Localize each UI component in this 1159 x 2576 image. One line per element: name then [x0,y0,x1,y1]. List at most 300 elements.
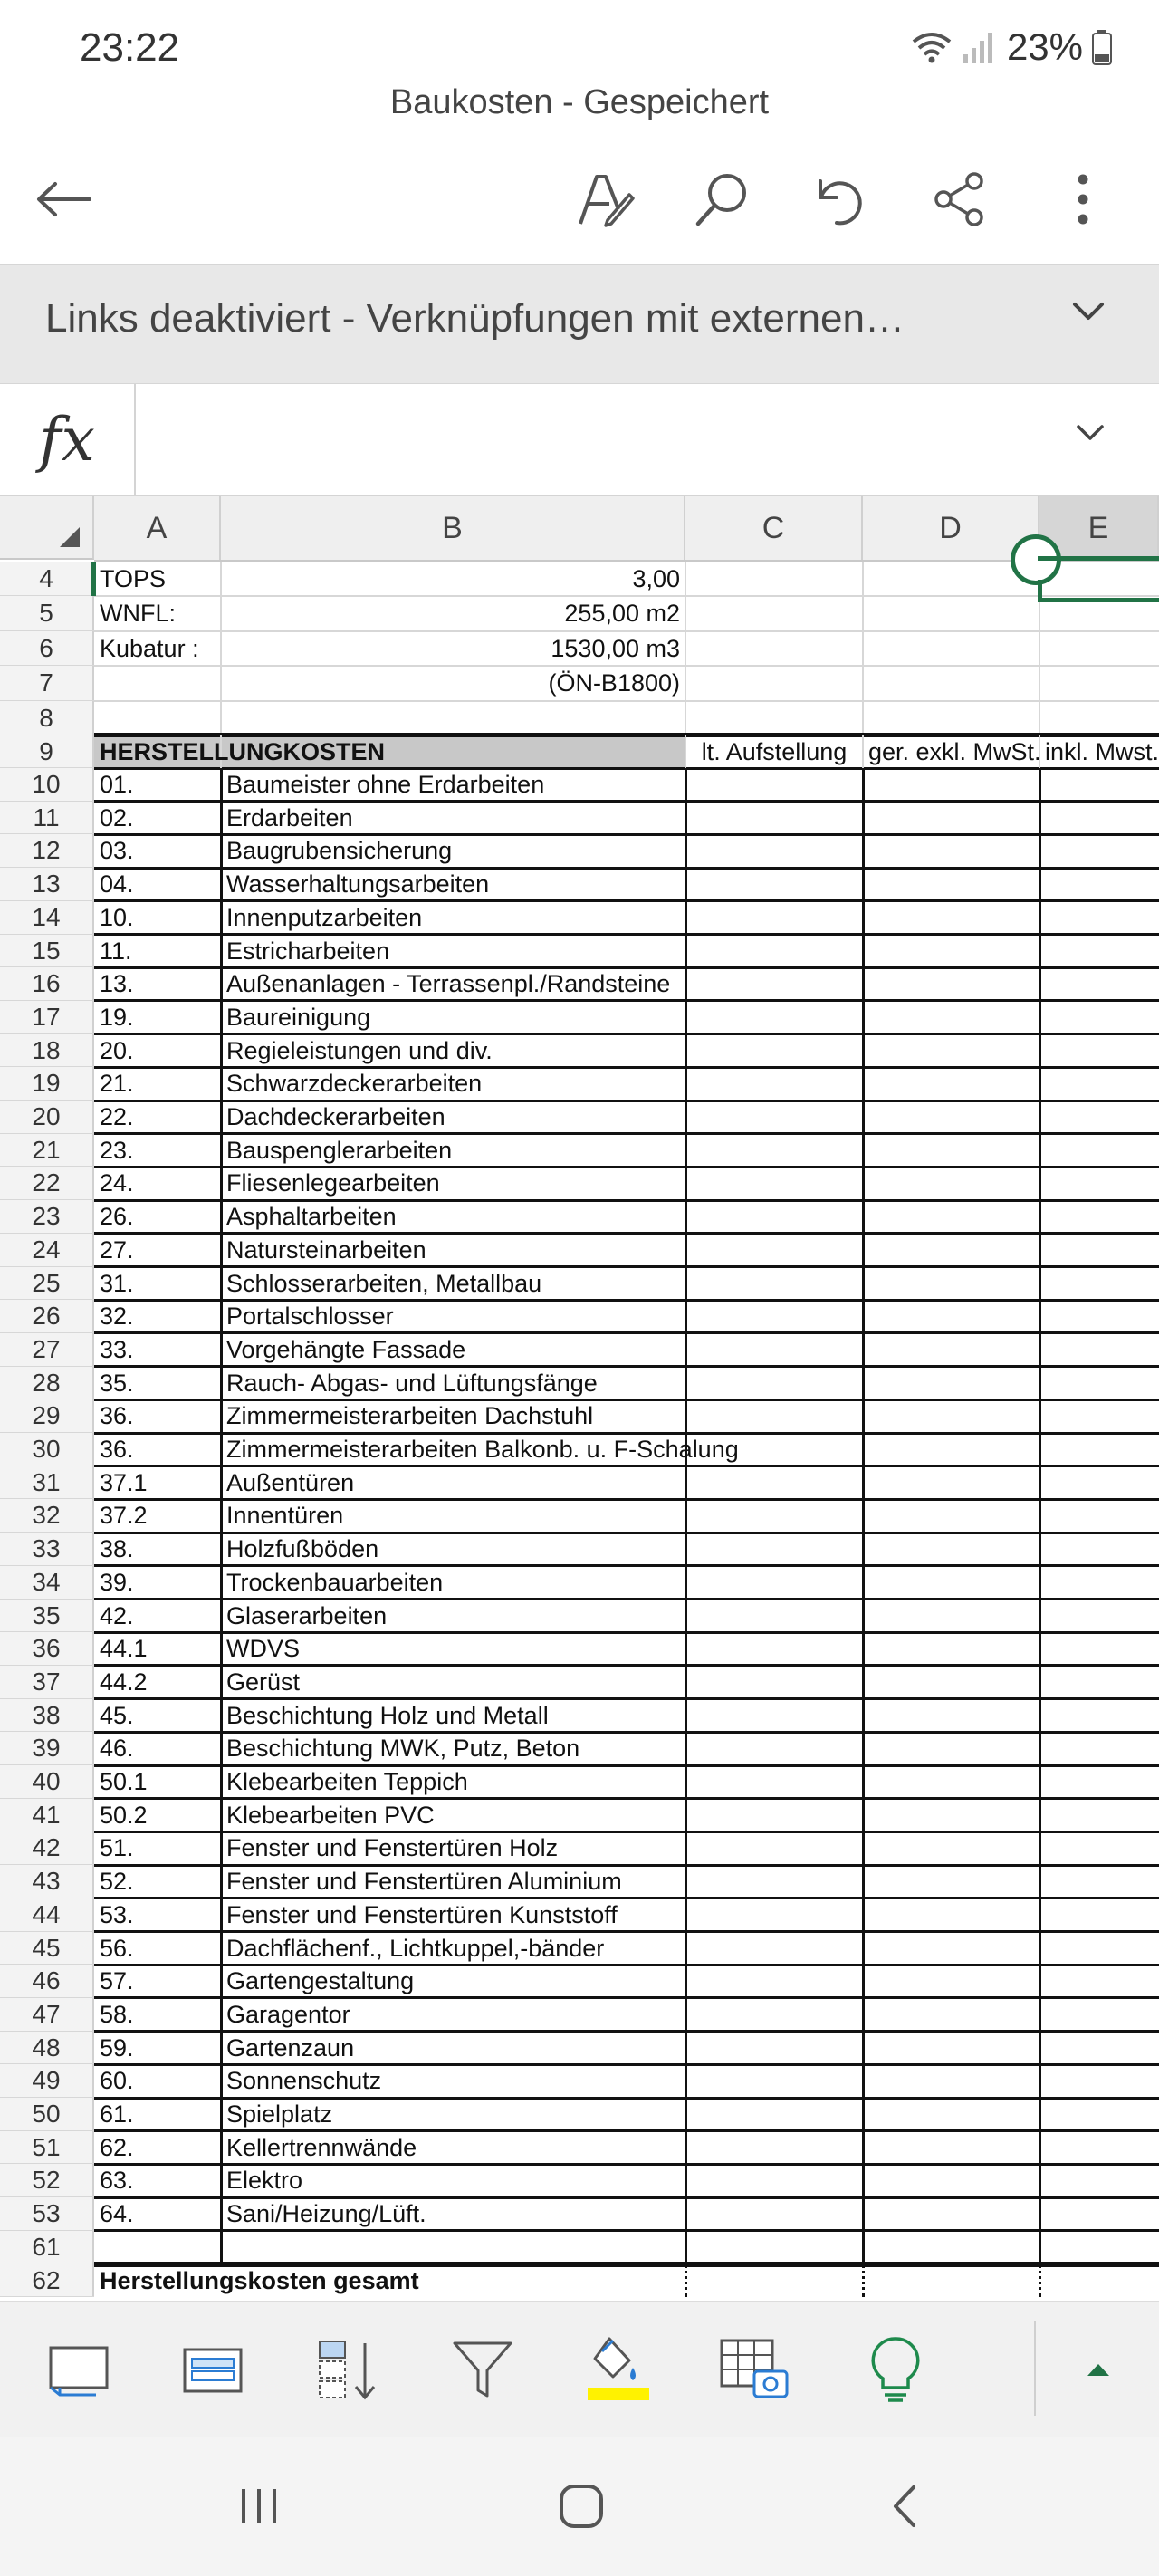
column-gridline [862,2064,865,2098]
cell-b[interactable]: 255,00 m2 [564,600,680,628]
row-header[interactable]: 51 [0,2131,94,2165]
column-gridline [862,834,865,868]
column-gridline [1039,1666,1041,1699]
column-gridline [862,1932,865,1966]
column-gridline [1039,1865,1041,1898]
row-header[interactable]: 26 [0,1300,94,1333]
cell-a[interactable]: 64. [100,2200,134,2228]
cell-a[interactable]: 32. [100,1302,134,1331]
cell-a[interactable] [94,2231,221,2264]
formula-input[interactable] [145,411,960,466]
cell-b[interactable]: Fenster und Fenstertüren Aluminium [226,1868,622,1896]
column-gridline [1039,1732,1041,1765]
row-header[interactable]: 19 [0,1067,94,1101]
column-gridline [1039,1765,1041,1799]
cell-e[interactable]: inkl. Mwst. [1045,738,1159,765]
column-gridline [862,701,864,735]
column-gridline [1039,935,1041,968]
row-header[interactable]: 29 [0,1399,94,1433]
column-gridline [862,1499,865,1533]
sheets-icon[interactable] [29,2302,129,2437]
cell-b[interactable]: 1530,00 m3 [551,634,680,662]
cell-b[interactable]: Baugrubensicherung [226,837,453,865]
cell-a[interactable]: 31. [100,1269,134,1297]
column-gridline [862,1865,865,1898]
cell-a[interactable]: 27. [100,1235,134,1264]
column-gridline [1039,1367,1041,1400]
column-gridline [862,1632,865,1666]
column-gridline [1039,1433,1041,1466]
column-gridline [1039,1831,1041,1865]
row-header[interactable]: 21 [0,1134,94,1168]
column-gridline [1039,967,1041,1001]
column-gridline [862,2231,865,2264]
cell-a[interactable]: 19. [100,1003,134,1031]
column-header-d[interactable]: D [863,496,1039,560]
row-header[interactable]: 22 [0,1167,94,1200]
column-gridline [1039,701,1040,735]
cell-b[interactable]: Schwarzdeckerarbeiten [226,1070,483,1098]
cell-a[interactable]: 39. [100,1568,134,1596]
cell-b[interactable]: Fenster und Fenstertüren Kunststoff [226,1900,618,1928]
cell-a[interactable] [94,666,221,700]
column-header-cell [94,496,221,562]
column-header-e[interactable]: E [1039,496,1159,560]
column-gridline [862,868,865,901]
column-gridline [1039,2264,1041,2298]
signal-icon [962,29,998,65]
column-gridline [862,901,865,935]
status-bar [0,0,1159,91]
column-gridline [862,1831,865,1865]
row-header[interactable]: 34 [0,1566,94,1600]
cell-a[interactable] [94,701,221,735]
navigation-bar [0,2437,1159,2576]
column-gridline [862,1234,865,1267]
cell-b[interactable]: Asphaltarbeiten [226,1203,397,1231]
insert-picture-icon[interactable] [704,2302,804,2437]
banner-text: Links deaktiviert - Verknüpfungen mit externen… [45,296,905,341]
fill-color-swatch [588,2388,649,2400]
cell-b[interactable]: WDVS [226,1635,300,1663]
edit-format-icon[interactable] [560,154,650,245]
column-gridline [1039,2131,1041,2165]
cell-a[interactable]: WNFL: [100,600,176,628]
column-header-c[interactable]: C [685,496,863,560]
cell-a[interactable]: 51. [100,1834,134,1862]
cell-a[interactable]: 63. [100,2167,134,2195]
column-gridline [862,631,864,666]
row-header[interactable]: 23 [0,1200,94,1234]
cell-a[interactable]: 62. [100,2133,134,2161]
cell-b[interactable]: Spielplatz [226,2100,333,2128]
row-header[interactable]: 61 [0,2231,94,2264]
cell-b[interactable] [221,701,685,735]
cell-a[interactable]: 35. [100,1369,134,1397]
cell-b[interactable]: Beschichtung MWK, Putz, Beton [226,1735,580,1763]
column-gridline [1039,901,1041,935]
cell-a[interactable]: 50.1 [100,1768,148,1795]
cell-b[interactable]: Innenputzarbeiten [226,903,423,931]
cell-b[interactable]: Schlosserarbeiten, Metallbau [226,1269,542,1297]
cell-b[interactable]: Vorgehängte Fassade [226,1335,466,1363]
row-header[interactable]: 35 [0,1600,94,1633]
column-gridline [862,1001,865,1034]
row-header[interactable]: 8 [0,701,94,735]
row-header[interactable]: 17 [0,1001,94,1034]
share-icon[interactable] [915,154,1005,245]
battery-percent: 23% [1006,25,1083,68]
column-gridline [862,1965,865,1998]
fx-label: fx [0,384,136,495]
cell-b[interactable]: Bauspenglerarbeiten [226,1136,453,1164]
row-header[interactable]: 62 [0,2264,94,2298]
cell-a[interactable]: 50.2 [100,1801,148,1829]
column-gridline [862,1666,865,1699]
cell-a[interactable]: 21. [100,1070,134,1098]
cell-b[interactable]: Fenster und Fenstertüren Holz [226,1834,559,1862]
column-gridline [862,1300,865,1333]
column-gridline [1039,1001,1041,1034]
column-gridline [1039,1533,1041,1566]
row-header[interactable]: 37 [0,1666,94,1699]
cell-a[interactable]: Kubatur : [100,634,199,662]
column-gridline [862,596,864,630]
cell-b[interactable]: Baumeister ohne Erdarbeiten [226,771,545,798]
cell-a[interactable]: 13. [100,970,134,998]
row-header[interactable]: 11 [0,802,94,835]
column-gridline [862,1600,865,1633]
column-gridline [1039,1200,1041,1234]
cell-b[interactable]: Natursteinarbeiten [226,1235,426,1264]
cell-a[interactable]: 53. [100,1900,134,1928]
column-gridline [862,1333,865,1367]
fill-color-icon[interactable] [569,2302,668,2437]
links-disabled-banner[interactable] [0,264,1159,384]
cell-a[interactable]: TOPS [100,565,167,592]
selection-range-left [1038,580,1042,602]
cell-a[interactable]: 33. [100,1335,134,1363]
row-header[interactable]: 45 [0,1932,94,1966]
cell-a[interactable]: Herstellungskosten gesamt [100,2266,419,2294]
column-gridline [1039,1799,1041,1832]
cell-a[interactable]: 58. [100,2000,134,2028]
row-header[interactable]: 53 [0,2197,94,2231]
cell-b[interactable]: Gartengestaltung [226,1967,415,1995]
column-gridline [862,1998,865,2032]
cell-a[interactable]: 44.1 [100,1635,148,1663]
cell-a[interactable]: 57. [100,1967,134,1995]
cell-a[interactable]: 59. [100,2033,134,2062]
column-gridline [862,935,865,968]
row-header-gridline [0,2296,94,2297]
row-header[interactable]: 52 [0,2164,94,2197]
cell-b[interactable]: Holzfußböden [226,1535,379,1563]
column-gridline [862,1799,865,1832]
undo-icon[interactable] [795,154,886,245]
select-all-corner[interactable] [0,496,94,560]
column-gridline [862,1267,865,1301]
row-header[interactable]: 7 [0,666,94,700]
active-row-indicator [91,562,96,596]
row-header[interactable]: 10 [0,768,94,802]
column-gridline [862,2197,865,2231]
cell-b[interactable]: Glaserarbeiten [226,1601,388,1629]
cell-a[interactable]: 37.2 [100,1502,148,1530]
column-gridline [1039,1466,1041,1500]
cell-b[interactable]: Dachflächenf., Lichtkuppel,-bänder [226,1934,605,1962]
column-gridline [862,1067,865,1101]
row-header[interactable]: 43 [0,1865,94,1898]
column-gridline [862,1101,865,1134]
cell-a[interactable]: 04. [100,870,134,899]
column-gridline [862,1034,865,1068]
column-gridline [1039,834,1041,868]
column-gridline [1039,1067,1041,1101]
back-icon[interactable] [840,2437,967,2576]
cell-a[interactable]: 24. [100,1169,134,1197]
column-gridline [862,1200,865,1234]
column-gridline [1039,1699,1041,1733]
cell-a[interactable]: 36. [100,1402,134,1430]
cell-b[interactable]: Klebearbeiten Teppich [226,1768,468,1795]
cell-a[interactable]: 02. [100,803,134,831]
row-header[interactable]: 38 [0,1699,94,1733]
cell-d[interactable]: ger. exkl. MwSt. [868,738,1041,765]
cell-b[interactable]: Estricharbeiten [226,937,390,965]
column-gridline [1039,1898,1041,1932]
cell-b[interactable]: Garagentor [226,2000,350,2028]
cell-b[interactable]: 3,00 [632,565,680,592]
cell-a[interactable]: HERSTELLUNGKOSTEN [100,738,386,765]
cell-b[interactable]: (ÖN-B1800) [548,669,680,697]
column-gridline [862,1134,865,1168]
row-header[interactable]: 33 [0,1533,94,1566]
row-header[interactable]: 13 [0,868,94,901]
bottom-toolbar [0,2301,1159,2437]
cell-b[interactable]: Trockenbauarbeiten [226,1568,444,1596]
row-header[interactable]: 16 [0,967,94,1001]
column-gridline [862,2032,865,2065]
column-gridline [862,1699,865,1733]
filter-icon[interactable] [433,2302,532,2437]
cell-a[interactable]: 46. [100,1735,134,1763]
cell-a[interactable]: 56. [100,1934,134,1962]
cell-b[interactable]: Dachdeckerarbeiten [226,1103,445,1130]
column-gridline [1039,1167,1041,1200]
column-gridline [1039,2032,1041,2065]
row-header[interactable]: 12 [0,834,94,868]
column-gridline [862,1399,865,1433]
column-gridline [862,2264,865,2298]
cell-a[interactable]: 37.1 [100,1468,148,1496]
column-gridline [862,1533,865,1566]
column-gridline [1039,1399,1041,1433]
row-header[interactable]: 24 [0,1234,94,1267]
row-header[interactable]: 27 [0,1333,94,1367]
cell-b[interactable]: Gerüst [226,1668,301,1696]
cell-b[interactable]: Kellertrennwände [226,2133,417,2161]
row-header[interactable]: 50 [0,2098,94,2131]
search-icon[interactable] [677,154,768,245]
battery-icon [1092,29,1112,65]
column-gridline [862,1466,865,1500]
row-header[interactable]: 14 [0,901,94,935]
column-gridline [862,1367,865,1400]
cell-b[interactable]: Zimmermeisterarbeiten Dachstuhl [226,1402,594,1430]
chevron-down-icon[interactable] [1072,302,1105,326]
column-gridline [1039,1101,1041,1134]
cell-a[interactable]: 61. [100,2100,134,2128]
cell-b[interactable]: Sani/Heizung/Lüft. [226,2200,426,2228]
row-header[interactable]: 6 [0,631,94,666]
cell-b[interactable]: Regieleistungen und div. [226,1036,493,1064]
row-header[interactable]: 40 [0,1765,94,1799]
cell-a[interactable]: 26. [100,1203,134,1231]
cell-b[interactable]: Beschichtung Holz und Metall [226,1701,549,1729]
column-gridline [862,2131,865,2165]
column-header-b[interactable]: B [221,496,685,560]
row-header[interactable]: 48 [0,2032,94,2065]
cell-a[interactable]: 11. [100,937,132,965]
cell-b[interactable]: Portalschlosser [226,1302,394,1331]
cell-b[interactable]: Gartenzaun [226,2033,355,2062]
column-gridline [862,2098,865,2131]
cell-a[interactable]: 03. [100,837,134,865]
selection-range-border-bottom [1038,598,1159,602]
document-title: Baukosten - Gespeichert [389,83,770,121]
column-header-a[interactable]: A [94,496,221,560]
cell-b[interactable]: Sonnenschutz [226,2067,382,2095]
row-header[interactable]: 39 [0,1732,94,1765]
cell-a[interactable]: 20. [100,1036,134,1064]
cell-c[interactable]: lt. Aufstellung [701,738,848,765]
column-gridline [1039,2064,1041,2098]
recent-apps-icon[interactable] [196,2437,322,2576]
column-gridline [1039,1998,1041,2032]
home-icon[interactable] [518,2437,645,2576]
column-gridline [862,967,865,1001]
column-gridline [1039,802,1041,835]
column-gridline [862,1898,865,1932]
column-gridline [1039,1134,1041,1168]
column-gridline [1039,1034,1041,1068]
cell-b[interactable]: Erdarbeiten [226,803,353,831]
cell-b[interactable]: Wasserhaltungsarbeiten [226,870,490,899]
column-gridline [1039,1600,1041,1633]
column-gridline [862,1732,865,1765]
cell-b[interactable]: Außentüren [226,1468,355,1496]
column-gridline [1039,1333,1041,1367]
row-header[interactable]: 9 [0,735,94,768]
column-gridline [1039,1965,1041,1998]
cell-b[interactable]: Innentüren [226,1502,344,1530]
cell-a[interactable]: 60. [100,2067,134,2095]
column-gridline [862,562,864,596]
cell-b[interactable] [221,2231,685,2264]
top-toolbar [0,154,1159,263]
column-gridline [1039,1267,1041,1301]
column-gridline [1039,768,1041,802]
column-gridline [862,802,865,835]
row-header[interactable]: 25 [0,1267,94,1301]
cell-style-icon[interactable] [163,2302,263,2437]
cell-b[interactable]: Rauch- Abgas- und Lüftungsfänge [226,1369,598,1397]
cell-a[interactable]: 42. [100,1601,134,1629]
column-gridline [1039,1234,1041,1267]
row-header[interactable]: 32 [0,1499,94,1533]
row-header[interactable]: 31 [0,1466,94,1500]
row-header[interactable]: 5 [0,596,94,630]
row-header[interactable]: 18 [0,1034,94,1068]
row-header[interactable]: 47 [0,1998,94,2032]
cell-b[interactable]: Klebearbeiten PVC [226,1801,435,1829]
row-header[interactable]: 20 [0,1101,94,1134]
ideas-icon[interactable] [846,2302,945,2437]
formula-bar[interactable] [0,384,1159,496]
cell-a[interactable]: 23. [100,1136,134,1164]
cell-b[interactable]: Elektro [226,2167,303,2195]
row-header[interactable]: 41 [0,1799,94,1832]
cell-b[interactable]: Zimmermeisterarbeiten Balkonb. u. F-Schalung [226,1436,739,1463]
row-header[interactable]: 30 [0,1433,94,1466]
row-header[interactable]: 49 [0,2064,94,2098]
column-gridline [1039,631,1040,666]
row-header[interactable]: 36 [0,1632,94,1666]
toolbar-divider [1034,2321,1036,2416]
selection-range-border [1038,556,1159,561]
status-time: 23:22 [80,25,180,70]
row-header[interactable]: 46 [0,1965,94,1998]
column-gridline [862,1433,865,1466]
wifi-icon [911,29,953,65]
cell-b[interactable]: Fliesenlegearbeiten [226,1169,440,1197]
cell-a[interactable]: 01. [100,771,134,798]
cell-a[interactable]: 45. [100,1701,134,1729]
column-gridline [1039,2197,1041,2231]
column-gridline [685,2264,687,2298]
expand-up-icon[interactable] [1049,2302,1148,2437]
status-icons [911,25,1112,69]
cell-b[interactable]: Außenanlagen - Terrassenpl./Randsteine [226,970,671,998]
column-gridline [1039,1632,1041,1666]
column-gridline [862,2164,865,2197]
column-gridline [1039,1499,1041,1533]
column-gridline [1039,2231,1041,2264]
row-header[interactable]: 44 [0,1898,94,1932]
more-icon[interactable] [1038,154,1128,245]
cell-a[interactable]: 22. [100,1103,134,1130]
cell-a[interactable]: 44.2 [100,1668,148,1696]
sort-icon[interactable] [299,2302,398,2437]
cell-b[interactable]: Baureinigung [226,1003,371,1031]
row-header[interactable]: 4 [0,562,94,596]
cell-a[interactable]: 38. [100,1535,134,1563]
cell-a[interactable]: 36. [100,1436,134,1463]
column-gridline [1039,1932,1041,1966]
row-header[interactable]: 28 [0,1367,94,1400]
column-gridline [1039,666,1040,700]
column-gridline [1039,2098,1041,2131]
column-gridline [862,1167,865,1200]
back-arrow-icon[interactable] [18,154,109,245]
row-header[interactable]: 15 [0,935,94,968]
cell-a[interactable]: 52. [100,1868,134,1896]
cell-a[interactable]: 10. [100,903,134,931]
row-header[interactable]: 42 [0,1831,94,1865]
column-gridline [1039,868,1041,901]
formula-expand-chevron-icon[interactable] [1076,424,1105,447]
